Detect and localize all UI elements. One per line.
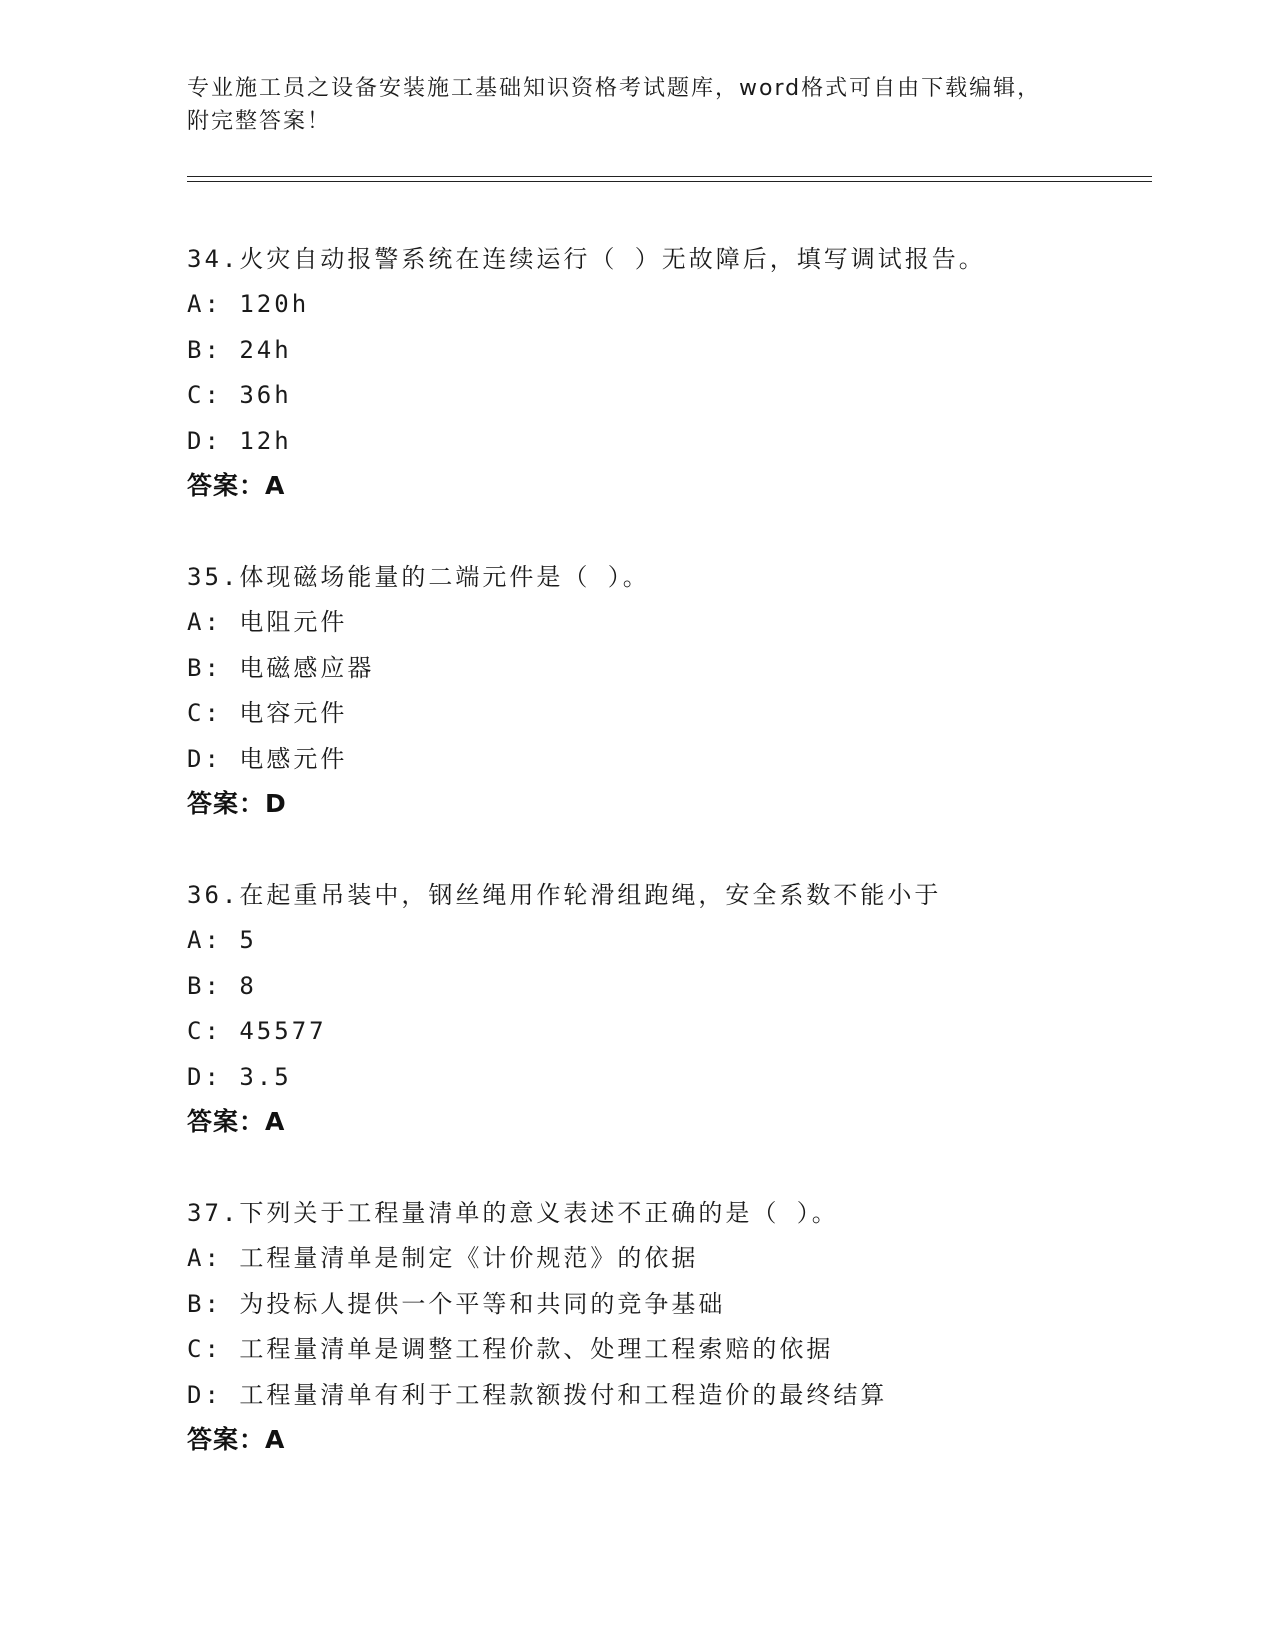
question-stem: 34.火灾自动报警系统在连续运行（ ）无故障后，填写调试报告。 — [187, 245, 986, 273]
option-d: D: 3.5 — [187, 1062, 292, 1091]
option-a: A: 5 — [187, 926, 257, 954]
answer-label: 答案：A — [187, 471, 286, 500]
option-b: B: 为投标人提供一个平等和共同的竞争基础 — [187, 1289, 726, 1318]
option-c: C: 45577 — [187, 1017, 327, 1045]
option-d: D: 12h — [187, 426, 292, 455]
question-stem: 36.在起重吊装中，钢丝绳用作轮滑组跑绳，安全系数不能小于 — [187, 881, 942, 909]
option-c: C: 电容元件 — [187, 699, 348, 727]
question-35 — [187, 554, 1167, 872]
option-c: C: 工程量清单是调整工程价款、处理工程索赔的依据 — [187, 1335, 834, 1363]
option-b: B: 24h — [187, 335, 292, 364]
question-list — [187, 236, 1167, 1508]
question-stem: 35.体现磁场能量的二端元件是（ ）。 — [187, 563, 650, 591]
question-34 — [187, 236, 1167, 554]
document-header — [187, 72, 1087, 138]
question-37 — [187, 1190, 1167, 1508]
option-d: D: 电感元件 — [187, 744, 348, 773]
header-line-1: 专业施工员之设备安装施工基础知识资格考试题库，word格式可自由下载编辑， — [187, 76, 1042, 101]
option-b: B: 电磁感应器 — [187, 653, 375, 682]
answer-label: 答案：A — [187, 1107, 286, 1136]
answer-label: 答案：A — [187, 1425, 286, 1454]
option-a: A: 工程量清单是制定《计价规范》的依据 — [187, 1244, 699, 1272]
option-a: A: 电阻元件 — [187, 608, 348, 636]
header-divider-top — [187, 176, 1152, 177]
option-b: B: 8 — [187, 971, 257, 1000]
option-a: A: 120h — [187, 290, 310, 318]
answer-label: 答案：D — [187, 789, 287, 818]
question-36 — [187, 872, 1167, 1190]
option-d: D: 工程量清单有利于工程款额拨付和工程造价的最终结算 — [187, 1380, 888, 1409]
header-divider-bottom — [187, 181, 1152, 182]
option-c: C: 36h — [187, 381, 292, 409]
question-stem: 37.下列关于工程量清单的意义表述不正确的是（ ）。 — [187, 1199, 839, 1227]
header-line-2: 附完整答案！ — [187, 109, 332, 134]
